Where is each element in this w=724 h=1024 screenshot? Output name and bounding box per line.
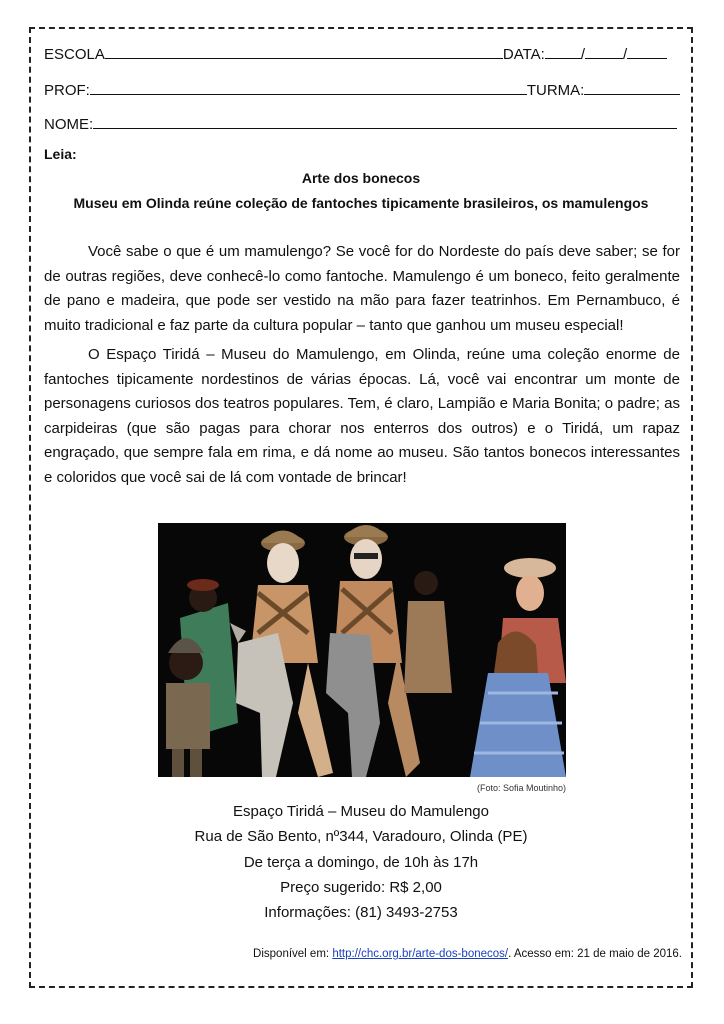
source-link[interactable]: http://chc.org.br/arte-dos-bonecos/ xyxy=(332,948,509,960)
data-separator: / xyxy=(580,46,585,63)
museum-price: Preço sugerido: R$ 2,00 xyxy=(280,879,442,896)
data-label: DATA: xyxy=(502,46,545,63)
museum-address: Rua de São Bento, nº344, Varadouro, Olinda (PE) xyxy=(194,828,528,845)
data-year-field[interactable] xyxy=(627,44,667,59)
instruction: Leia: xyxy=(44,146,77,162)
nome-label: NOME: xyxy=(44,116,94,133)
header-escola-line xyxy=(44,44,667,63)
escola-label: ESCOLA xyxy=(44,46,105,63)
turma-label: TURMA: xyxy=(526,82,585,99)
header-nome-line xyxy=(44,114,677,133)
data-separator: / xyxy=(622,46,628,63)
museum-name: Espaço Tiridá – Museu do Mamulengo xyxy=(233,803,489,820)
turma-field[interactable] xyxy=(584,80,680,95)
nome-field[interactable] xyxy=(93,114,677,129)
puppets-photo xyxy=(158,523,566,777)
article-paragraph-1: Você sabe o que é um mamulengo? Se você for do Nordeste do país deve saber; se for de outras regiões, deve conhecê-lo como fantoche. Mamulengo é um boneco, feito geralmente de pano e madeira, que pode ser vestido na mão para fazer teatrinhos. Em Pernambuco, é muito tradicional e faz parte da cultura popular – tanto que ganhou um museu especial! xyxy=(44,243,680,334)
photo-credit: (Foto: Sofia Moutinho) xyxy=(476,783,566,793)
data-month-field[interactable] xyxy=(585,44,623,59)
source-prefix: Disponível em: xyxy=(253,948,333,960)
museum-phone: Informações: (81) 3493-2753 xyxy=(264,904,458,921)
puppets-illustration xyxy=(158,523,566,777)
data-day-field[interactable] xyxy=(545,44,581,59)
article-paragraph-2: O Espaço Tiridá – Museu do Mamulengo, em Olinda, reúne uma coleção enorme de fantoches tipicamente nordestinos de várias épocas. Lá, você vai encontrar um monte de personagens curiosos dos teatros populares. Tem, é claro, Lampião e Maria Bonita; o padre; as carpideiras (que são pagas para chorar nos enterros dos outros) e o Tiridá, um rapaz engraçado, que sempre fala em rima, e dá nome ao museu. São tantos bonecos interessantes e coloridos que você sai de lá com vontade de brincar! xyxy=(44,346,680,486)
article-title: Arte dos bonecos xyxy=(301,170,421,186)
prof-field[interactable] xyxy=(90,80,527,95)
source-suffix: . Acesso em: 21 de maio de 2016. xyxy=(508,948,682,960)
source-citation xyxy=(253,948,682,960)
museum-hours: De terça a domingo, de 10h às 17h xyxy=(243,854,479,871)
header-prof-line xyxy=(44,80,680,99)
article-subtitle: Museu em Olinda reúne coleção de fantoches tipicamente brasileiros, os mamulengos xyxy=(73,195,649,211)
prof-label: PROF: xyxy=(44,82,90,99)
escola-field[interactable] xyxy=(105,44,503,59)
